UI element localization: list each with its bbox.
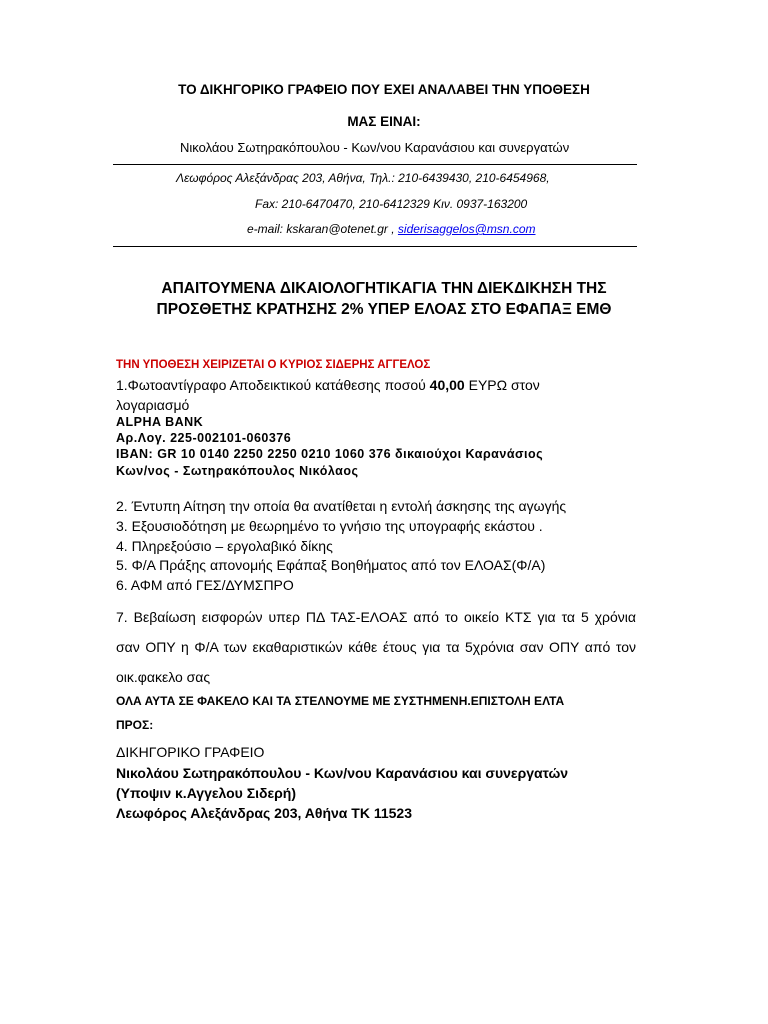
document-title: ΑΠΑΙΤΟΥΜΕΝΑ ΔΙΚΑΙΟΛΟΓΗΤΙΚΑΓΙΑ ΤΗΝ ΔΙΕΚΔΙΚΗΣΗ ΤΗΣ ΠΡΟΣΘΕΤΗΣ ΚΡΑΤΗΣΗΣ 2% ΥΠΕΡ ΕΛΟΑΣ ΣΤΟ ΕΦΑΠΑΞ ΕΜΘ [156, 280, 612, 318]
list-item: 5. Φ/Α Πράξης απονομής Εφάπαξ Βοηθήματος από τον ΕΛΟΑΣ(Φ/Α) [116, 557, 546, 573]
mailing-instruction: ΟΛΑ ΑΥΤΑ ΣΕ ΦΑΚΕΛΟ ΚΑΙ ΤΑ ΣΤΕΛΝΟΥΜΕ ΜΕ ΣΥΣΤΗΜΕΝΗ.ΕΠΙΣΤΟΛΗ ΕΛΤΑ [116, 694, 565, 708]
header-divider-top [113, 164, 637, 165]
header-line-2: ΜΑΣ ΕΙΝΑΙ: [347, 114, 421, 129]
bank-name: ALPHA BANK [116, 415, 204, 429]
list-item: 2. Έντυπη Αίτηση την οποία θα ανατίθεται η εντολή άσκησης της αγωγής [116, 498, 567, 514]
bank-holders: Κων/νος - Σωτηρακόπουλος Νικόλαος [116, 464, 359, 478]
bank-iban: IBAN: GR 10 0140 2250 2250 0210 1060 376 δικαιούχοι Καρανάσιος [116, 447, 544, 461]
item-1-amount: 40,00 [429, 377, 465, 393]
email-link[interactable]: siderisaggelos@msn.com [397, 222, 536, 236]
header-email [247, 222, 536, 236]
header-address: Λεωφόρος Αλεξάνδρας 203, Αθήνα, Τηλ.: 210-6439430, 210-6454968, [176, 171, 550, 185]
recipient-attention: (Υποψιν κ.Αγγελου Σιδερή) [116, 785, 297, 801]
header-divider-bottom [113, 246, 637, 247]
header-line-1: ΤΟ ΔΙΚΗΓΟΡΙΚΟ ΓΡΑΦΕΙΟ ΠΟΥ ΕΧΕΙ ΑΝΑΛΑΒΕΙ ΤΗΝ ΥΠΟΘΕΣΗ [178, 82, 590, 97]
bank-account: Αρ.Λογ. 225-002101-060376 [116, 431, 292, 445]
item-1-line-2: λογαριασμό [116, 397, 190, 413]
recipient-address: Λεωφόρος Αλεξάνδρας 203, Αθήνα ΤΚ 11523 [116, 805, 413, 821]
recipient-firm: Νικολάου Σωτηρακόπουλου - Κων/νου Καρανάσιου και συνεργατών [116, 765, 569, 781]
item-1-text: 1.Φωτοαντίγραφο Αποδεικτικού κατάθεσης ποσού [116, 377, 430, 393]
mailing-to-label: ΠΡΟΣ: [116, 718, 154, 732]
header-firm-name: Νικολάου Σωτηρακόπουλου - Κων/νου Καρανάσιου και συνεργατών [180, 140, 570, 155]
list-item: 4. Πληρεξούσιο – εργολαβικό δίκης [116, 538, 333, 554]
email-prefix: e-mail: kskaran@otenet.gr , [247, 222, 398, 236]
handler-note: ΤΗΝ ΥΠΟΘΕΣΗ ΧΕΙΡΙΖΕΤΑΙ Ο ΚΥΡΙΟΣ ΣΙΔΕΡΗΣ ΑΓΓΕΛΟΣ [116, 359, 431, 371]
list-item-7: 7. Βεβαίωση εισφορών υπερ ΠΔ ΤΑΣ-ΕΛΟΑΣ από το οικείο ΚΤΣ για τα 5 χρόνια σαν ΟΠΥ η Φ/Α των εκαθαριστικών κάθε έτους για τα 5χρόνια σαν ΟΠΥ από τον οικ.φακελο σας [116, 609, 636, 685]
list-item: 6. ΑΦΜ από ΓΕΣ/ΔΥΜΣΠΡΟ [116, 577, 294, 593]
item-1-currency: ΕΥΡΩ στον [464, 377, 540, 393]
item-1-line-1 [116, 377, 540, 393]
header-fax: Fax: 210-6470470, 210-6412329 Κιν. 0937-163200 [255, 197, 528, 211]
recipient-office: ΔΙΚΗΓΟΡΙΚΟ ΓΡΑΦΕΙΟ [116, 744, 265, 760]
list-item: 3. Εξουσιοδότηση με θεωρημένο το γνήσιο της υπογραφής εκάστου . [116, 518, 543, 534]
